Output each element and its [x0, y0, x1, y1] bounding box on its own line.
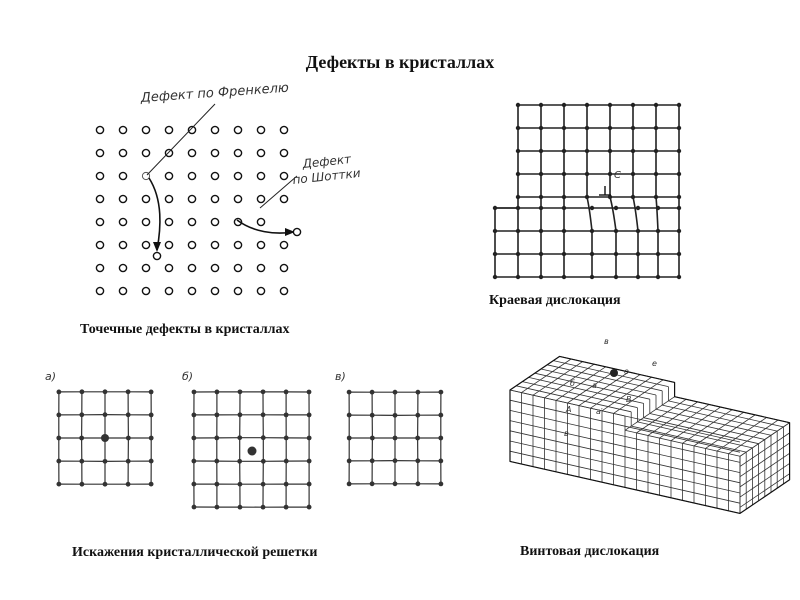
- lattice-node: [284, 482, 289, 487]
- lattice-line: [668, 401, 783, 427]
- lattice-atom: [96, 241, 103, 248]
- lattice-node: [631, 195, 635, 199]
- lattice-atom: [234, 195, 241, 202]
- lattice-node: [677, 206, 681, 210]
- lattice-node: [284, 436, 289, 441]
- lattice-atom: [211, 218, 218, 225]
- lattice-node: [215, 389, 220, 394]
- lattice-line: [516, 386, 631, 412]
- lattice-atom: [234, 149, 241, 156]
- lattice-node: [370, 390, 375, 395]
- lattice-node: [677, 275, 681, 279]
- lattice-atom: [142, 264, 149, 271]
- lattice-node: [238, 412, 243, 417]
- screw-core-atom: [610, 369, 618, 377]
- lattice-atom: [280, 195, 287, 202]
- lattice-node: [636, 275, 640, 279]
- lattice-node: [438, 459, 443, 464]
- lattice-node: [370, 458, 375, 463]
- lattice-line: [547, 365, 662, 391]
- lattice-atom: [211, 241, 218, 248]
- lattice-atom: [119, 218, 126, 225]
- lattice-atom: [165, 172, 172, 179]
- lattice-node: [261, 389, 266, 394]
- lattice-node: [608, 172, 612, 176]
- lattice-node: [631, 126, 635, 130]
- lattice-atom: [211, 287, 218, 294]
- lattice-atom: [119, 264, 126, 271]
- lattice-atom: [96, 149, 103, 156]
- lattice-node: [608, 126, 612, 130]
- lattice-node: [149, 436, 154, 441]
- screw-letter: е: [652, 359, 657, 368]
- lattice-node: [56, 389, 61, 394]
- label-b: б): [182, 370, 194, 383]
- lattice-node: [656, 229, 660, 233]
- lattice-node: [614, 252, 618, 256]
- schottky-leader-line: [260, 176, 297, 208]
- lattice-node: [438, 436, 443, 441]
- lattice-node: [307, 505, 312, 510]
- lattice-node: [516, 206, 520, 210]
- lattice-node: [677, 172, 681, 176]
- lattice-node: [636, 206, 640, 210]
- lattice-node: [516, 172, 520, 176]
- lattice-node: [307, 482, 312, 487]
- lattice-node: [539, 103, 543, 107]
- lattice-node: [539, 126, 543, 130]
- lattice-atom: [257, 287, 264, 294]
- lattice-node: [516, 229, 520, 233]
- lattice-node: [393, 458, 398, 463]
- point-defects-caption: Точечные дефекты в кристаллах: [80, 322, 290, 337]
- lattice-node: [631, 103, 635, 107]
- lattice-node: [539, 149, 543, 153]
- lattice-atom: [142, 149, 149, 156]
- lattice-node: [562, 195, 566, 199]
- distortion-diagram-b: [180, 368, 320, 508]
- lattice-node: [347, 436, 352, 441]
- schottky-label-line2: по Шоттки: [291, 165, 362, 187]
- lattice-node: [493, 275, 497, 279]
- lattice-atom: [165, 218, 172, 225]
- lattice-node: [677, 229, 681, 233]
- lattice-atom: [188, 172, 195, 179]
- lattice-atom: [165, 149, 172, 156]
- lattice-node: [562, 252, 566, 256]
- lattice-node: [539, 206, 543, 210]
- lattice-atom: [96, 287, 103, 294]
- lattice-atom: [142, 218, 149, 225]
- lattice-node: [261, 435, 266, 440]
- lattice-node: [438, 481, 443, 486]
- lattice-node: [562, 103, 566, 107]
- lattice-atom: [165, 264, 172, 271]
- lattice-atom: [119, 149, 126, 156]
- lattice-node: [393, 390, 398, 395]
- lattice-atom: [96, 126, 103, 133]
- lattice-node: [656, 206, 660, 210]
- lattice-node: [79, 436, 84, 441]
- frenkel-arrow: [149, 178, 160, 250]
- lattice-node: [347, 459, 352, 464]
- lattice-node: [126, 412, 131, 417]
- edge-dislocation-diagram: [488, 100, 693, 285]
- lattice-node: [656, 275, 660, 279]
- lattice-node: [307, 459, 312, 464]
- lattice-atom: [211, 172, 218, 179]
- lattice-atom: [96, 195, 103, 202]
- lattice-line: [656, 409, 771, 435]
- lattice-line: [662, 405, 777, 431]
- lattice-atom: [188, 241, 195, 248]
- lattice-node: [656, 252, 660, 256]
- lattice-node: [261, 459, 266, 464]
- lattice-node: [56, 482, 61, 487]
- lattice-node: [191, 459, 196, 464]
- lattice-node: [103, 389, 108, 394]
- lattice-atom: [142, 195, 149, 202]
- screw-letter: б: [570, 379, 575, 388]
- edge-dislocation-caption: Краевая дислокация: [489, 293, 621, 308]
- lattice-node: [103, 412, 108, 417]
- lattice-atom: [211, 149, 218, 156]
- lattice-atom: [188, 195, 195, 202]
- lattice-atom: [188, 218, 195, 225]
- lattice-node: [438, 413, 443, 418]
- lattice-node: [149, 482, 154, 487]
- lattice-node: [539, 172, 543, 176]
- lattice-node: [585, 126, 589, 130]
- lattice-node: [284, 412, 289, 417]
- lattice-node: [347, 413, 352, 418]
- lattice-node: [79, 459, 84, 464]
- lattice-atom: [234, 264, 241, 271]
- lattice-atom: [96, 172, 103, 179]
- lattice-node: [149, 413, 154, 418]
- lattice-node: [238, 505, 243, 510]
- lattice-atom: [165, 287, 172, 294]
- lattice-node: [347, 390, 352, 395]
- lattice-node: [393, 436, 398, 441]
- lattice-atom: [142, 126, 149, 133]
- lattice-node: [590, 252, 594, 256]
- lattice-node: [539, 229, 543, 233]
- lattice-node: [631, 172, 635, 176]
- screw-letter: о: [624, 367, 629, 376]
- lattice-node: [654, 172, 658, 176]
- lattice-line: [631, 426, 746, 452]
- lattice-atom: [165, 241, 172, 248]
- lattice-atom: [96, 264, 103, 271]
- lattice-atom: [280, 149, 287, 156]
- lattice-node: [654, 149, 658, 153]
- lattice-node: [631, 149, 635, 153]
- lattice-node: [654, 103, 658, 107]
- lattice-node: [237, 435, 242, 440]
- lattice-node: [238, 482, 243, 487]
- lattice-atom: [96, 218, 103, 225]
- schottky-label-line1: Дефект: [301, 151, 352, 171]
- lattice-atom: [234, 287, 241, 294]
- frenkel-leader-line: [147, 104, 215, 175]
- lattice-atom: [257, 126, 264, 133]
- lattice-atom: [142, 287, 149, 294]
- block-outline: [510, 356, 790, 513]
- lattice-atom: [257, 149, 264, 156]
- lattice-atom: [257, 172, 264, 179]
- lattice-node: [214, 482, 219, 487]
- lattice-node: [677, 103, 681, 107]
- lattice-node: [562, 275, 566, 279]
- screw-dislocation-diagram: [500, 330, 770, 520]
- lattice-line: [522, 382, 637, 408]
- lattice-node: [191, 482, 196, 487]
- lattice-node: [214, 436, 219, 441]
- lattice-atom: [165, 195, 172, 202]
- lattice-node: [79, 412, 84, 417]
- lattice-node: [415, 436, 420, 441]
- lattice-node: [237, 459, 242, 464]
- lattice-node: [370, 481, 375, 486]
- lattice-node: [585, 195, 589, 199]
- lattice-node: [614, 206, 618, 210]
- lattice-node: [80, 389, 85, 394]
- lattice-atom: [211, 195, 218, 202]
- lattice-node: [191, 413, 196, 418]
- lattice-node: [284, 389, 289, 394]
- lattice-atom: [257, 241, 264, 248]
- lattice-distortions-caption: Искажения кристаллической решетки: [72, 545, 318, 560]
- lattice-atom: [119, 287, 126, 294]
- lattice-node: [307, 390, 312, 395]
- lattice-node: [149, 389, 154, 394]
- lattice-node: [614, 229, 618, 233]
- lattice-atom: [280, 264, 287, 271]
- lattice-node: [608, 149, 612, 153]
- lattice-node: [261, 482, 266, 487]
- screw-letter: А: [566, 405, 572, 414]
- lattice-line: [637, 422, 752, 448]
- lattice-node: [539, 275, 543, 279]
- lattice-node: [215, 505, 220, 510]
- lattice-node: [493, 206, 497, 210]
- lattice-node: [585, 103, 589, 107]
- lattice-atom: [211, 126, 218, 133]
- screw-letter: В: [626, 395, 632, 404]
- lattice-atom: [234, 126, 241, 133]
- lattice-atom: [257, 195, 264, 202]
- lattice-atom: [119, 241, 126, 248]
- lattice-node: [192, 390, 197, 395]
- lattice-node: [562, 206, 566, 210]
- lattice-node: [307, 413, 312, 418]
- screw-letter: в: [564, 429, 569, 438]
- lattice-node: [370, 413, 375, 418]
- lattice-node: [415, 458, 420, 463]
- lattice-atom: [280, 287, 287, 294]
- lattice-node: [149, 459, 154, 464]
- lattice-node: [677, 126, 681, 130]
- lattice-node: [126, 482, 131, 487]
- lattice-node: [562, 149, 566, 153]
- lattice-node: [370, 436, 375, 441]
- lattice-node: [192, 505, 197, 510]
- lattice-atom: [142, 241, 149, 248]
- distortion-diagram-a: [45, 368, 170, 498]
- lattice-node: [516, 195, 520, 199]
- lattice-node: [590, 275, 594, 279]
- lattice-atom: [280, 172, 287, 179]
- point-defects-diagram: [85, 80, 362, 310]
- lattice-node: [284, 505, 289, 510]
- lattice-node: [416, 481, 421, 486]
- lattice-node: [516, 252, 520, 256]
- screw-letter: в: [604, 337, 609, 346]
- page-title: Дефекты в кристаллах: [305, 52, 495, 72]
- lattice-atom: [119, 172, 126, 179]
- interstitial-atom: [153, 252, 160, 259]
- lattice-atom: [280, 126, 287, 133]
- lattice-atom: [234, 172, 241, 179]
- lattice-atom: [188, 287, 195, 294]
- lattice-atom: [165, 126, 172, 133]
- lattice-node: [493, 252, 497, 256]
- impurity-atom: [101, 434, 109, 442]
- lattice-node: [126, 436, 131, 441]
- lattice-node: [654, 195, 658, 199]
- lattice-node: [393, 413, 398, 418]
- lattice-node: [438, 390, 443, 395]
- lattice-node: [191, 436, 196, 441]
- lattice-node: [636, 252, 640, 256]
- dislocation-marker-label: C: [614, 170, 621, 181]
- lattice-node: [103, 459, 108, 464]
- surface-atom: [293, 228, 300, 235]
- lattice-node: [585, 172, 589, 176]
- lattice-node: [516, 275, 520, 279]
- screw-letter: а: [592, 381, 597, 390]
- lattice-node: [562, 172, 566, 176]
- lattice-node: [415, 413, 420, 418]
- lattice-node: [590, 229, 594, 233]
- lattice-node: [614, 275, 618, 279]
- lattice-atom: [211, 264, 218, 271]
- lattice-atom: [188, 264, 195, 271]
- lattice-atom: [257, 264, 264, 271]
- lattice-node: [214, 412, 219, 417]
- lattice-node: [562, 229, 566, 233]
- lattice-node: [654, 126, 658, 130]
- lattice-node: [103, 482, 108, 487]
- lattice-atom: [257, 218, 264, 225]
- lattice-line: [644, 418, 759, 444]
- lattice-node: [56, 436, 61, 441]
- lattice-atom: [234, 241, 241, 248]
- label-c: в): [335, 370, 346, 383]
- screw-dislocation-caption: Винтовая дислокация: [520, 544, 660, 559]
- lattice-node: [677, 252, 681, 256]
- lattice-atom: [119, 195, 126, 202]
- lattice-node: [608, 103, 612, 107]
- lattice-node: [261, 412, 266, 417]
- lattice-line: [541, 369, 656, 395]
- lattice-atom: [188, 149, 195, 156]
- lattice-node: [238, 389, 243, 394]
- lattice-node: [393, 481, 398, 486]
- frenkel-label: Дефект по Френкелю: [140, 80, 290, 106]
- lattice-atom: [280, 241, 287, 248]
- lattice-node: [585, 149, 589, 153]
- lattice-node: [126, 459, 131, 464]
- lattice-node: [347, 481, 352, 486]
- lattice-node: [516, 103, 520, 107]
- lattice-node: [214, 459, 219, 464]
- lattice-node: [307, 436, 312, 441]
- lattice-node: [284, 459, 289, 464]
- lattice-node: [56, 459, 61, 464]
- lattice-node: [677, 195, 681, 199]
- lattice-node: [80, 482, 85, 487]
- frenkel-arrowhead: [153, 242, 161, 252]
- lattice-node: [416, 390, 421, 395]
- impurity-atom: [248, 447, 257, 456]
- label-a: а): [45, 370, 57, 383]
- lattice-atom: [119, 126, 126, 133]
- lattice-node: [261, 505, 266, 510]
- lattice-node: [539, 195, 543, 199]
- lattice-node: [516, 126, 520, 130]
- distortion-diagram-c: [335, 368, 455, 498]
- lattice-node: [677, 149, 681, 153]
- lattice-node: [56, 413, 61, 418]
- screw-letter: а′: [596, 407, 603, 416]
- lattice-node: [126, 389, 131, 394]
- lattice-node: [539, 252, 543, 256]
- lattice-node: [562, 126, 566, 130]
- lattice-node: [516, 149, 520, 153]
- lattice-node: [590, 206, 594, 210]
- lattice-node: [493, 229, 497, 233]
- lattice-node: [636, 229, 640, 233]
